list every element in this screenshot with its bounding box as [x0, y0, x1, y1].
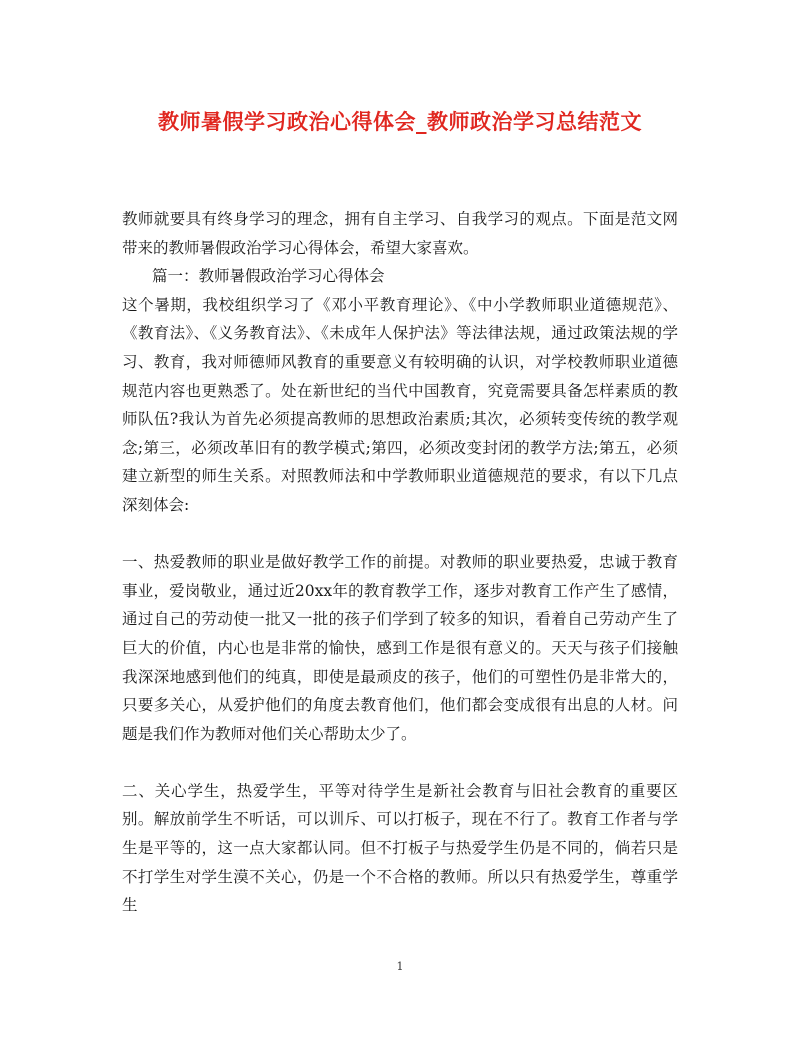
- document-body: [122, 205, 678, 920]
- body-paragraph: 这个暑期，我校组织学习了《邓小平教育理论》、《中小学教师职业道德规范》、《教育法》、《义务教育法》、《未成年人保护法》等法律法规，通过政策法规的学习、教育，我对师德师风教育的重要意义有较明确的认识，对学校教师职业道德规范内容也更熟悉了。处在新世纪的当代中国教育，究竟需要具备怎样素质的教师队伍?我认为首先必须提高教师的思想政治素质;其次，必须转变传统的教学观念;第三，必须改革旧有的教学模式;第四，必须改变封闭的教学方法;第五，必须建立新型的师生关系。对照教师法和中学教师职业道德规范的要求，有以下几点深刻体会:: [122, 295, 678, 514]
- body-paragraph: 一、热爱教师的职业是做好教学工作的前提。对教师的职业要热爱，忠诚于教育事业，爱岗敬业，通过近20xx年的教育教学工作，逐步对教育工作产生了感情，通过自己的劳动使一批又一批的孩子们学到了较多的知识，看着自己劳动产生了巨大的价值，内心也是非常的愉快，感到工作是很有意义的。天天与孩子们接触我深深地感到他们的纯真，即使是最顽皮的孩子，他们的可塑性仍是非常大的，只要多关心，从爱护他们的角度去教育他们，他们都会变成很有出息的人材。问题是我们作为教师对他们关心帮助太少了。: [122, 553, 678, 743]
- body-paragraph: 二、关心学生，热爱学生，平等对待学生是新社会教育与旧社会教育的重要区别。解放前学生不听话，可以训斥、可以打板子，现在不行了。教育工作者与学生是平等的，这一点大家都认同。但不打板子与热爱学生仍是不同的，倘若只是不打学生对学生漠不关心，仍是一个不合格的教师。所以只有热爱学生，尊重学生: [122, 781, 678, 915]
- document-title: 教师暑假学习政治心得体会_教师政治学习总结范文: [158, 109, 642, 134]
- section-heading: 篇一：教师暑假政治学习心得体会: [152, 267, 385, 286]
- page-number: 1: [396, 960, 404, 973]
- intro-paragraph: 教师就要具有终身学习的理念，拥有自主学习、自我学习的观点。下面是范文网带来的教师暑假政治学习心得体会，希望大家喜欢。: [122, 210, 678, 257]
